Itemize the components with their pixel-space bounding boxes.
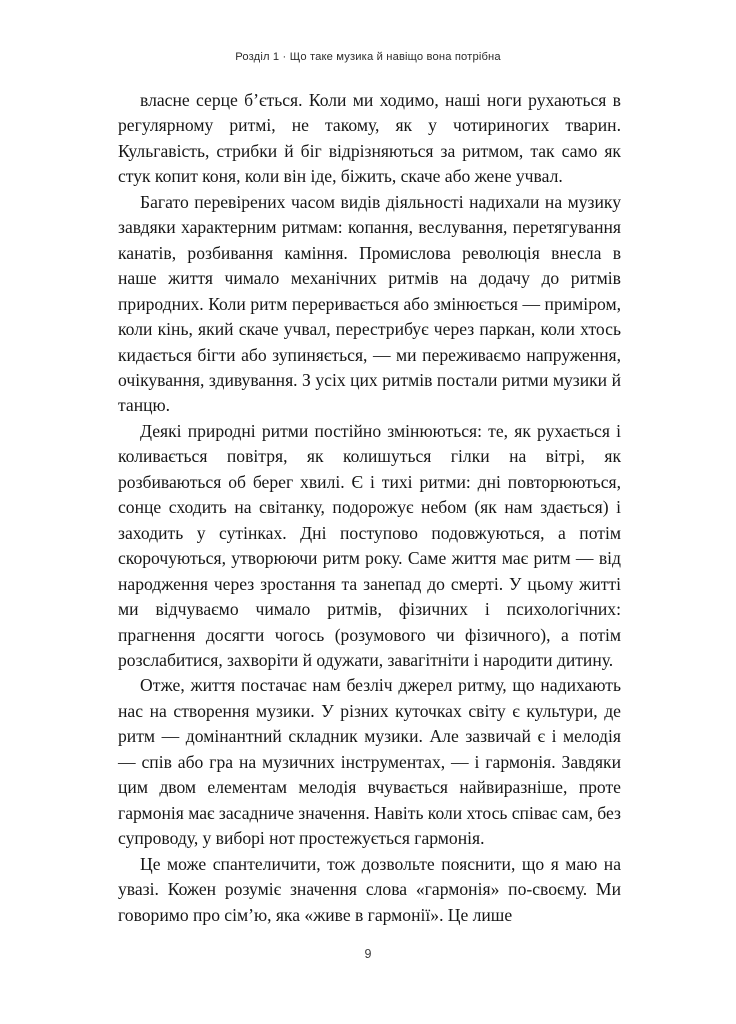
paragraph: Це може спантеличити, тож дозвольте пояснити, що я маю на увазі. Кожен розуміє значення слова «гармонія» по-своєму. Ми говоримо про сім’ю, яка «живе в гармонії». Це лише bbox=[118, 853, 621, 925]
body-text bbox=[118, 88, 621, 928]
running-head: Розділ 1 · Що таке музика й навіщо вона потрібна bbox=[235, 51, 501, 63]
paragraph: власне серце б’ється. Коли ми ходимо, наші ноги рухаються в регулярному ритмі, не такому, як у чотириногих тварин. Кульгавість, стрибки й біг відрізняються за ритмом, так само як стук копит коня, коли він іде, біжить, скаче або жене учвал. bbox=[118, 90, 621, 187]
paragraph: Багато перевірених часом видів діяльності надихали на музику завдяки характерним ритмам: копання, веслування, перетягування канатів, розбивання каміння. Промислова революція внесла в наше життя чимало механічних ритмів на додачу до ритмів природних. Коли ритм переривається або змінюється — приміром, коли кінь, який скаче учвал, перестрибує через паркан, коли хтось кидається бігти або зупиняється, — ми переживаємо напруження, очікування, здивування. З усіх цих ритмів постали ритми музики й танцю. bbox=[118, 191, 621, 416]
paragraph: Деякі природні ритми постійно змінюються: те, як рухається і коливається повітря, як колишуться гілки на вітрі, як розбиваються об берег хвилі. Є і тихі ритми: дні повторюються, сонце сходить на світанку, подорожує небом (як нам здається) і заходить у сутінках. Дні поступово подовжуються, а потім скорочуються, утворюючи ритм року. Саме життя має ритм — від народження через зростання та занепад до смерті. У цьому житті ми відчуваємо чимало ритмів, фізичних і психологічних: прагнення досягти чогось (розумового чи фізичного), а потім розслабитися, захворіти й одужати, завагітніти і народити дитину. bbox=[118, 420, 621, 670]
paragraph: Отже, життя постачає нам безліч джерел ритму, що надихають нас на створення музики. У різних куточках світу є культури, де ритм — домінантний складник музики. Але зазвичай є і мелодія — спів або гра на музичних інструментах, — і гармонія. Завдяки цим двом елементам мелодія вчувається найвиразніше, проте гармонія має засадниче значення. Навіть коли хтось співає сам, без супроводу, у виборі нот простежується гармонія. bbox=[118, 675, 621, 849]
page-number: 9 bbox=[364, 947, 372, 961]
